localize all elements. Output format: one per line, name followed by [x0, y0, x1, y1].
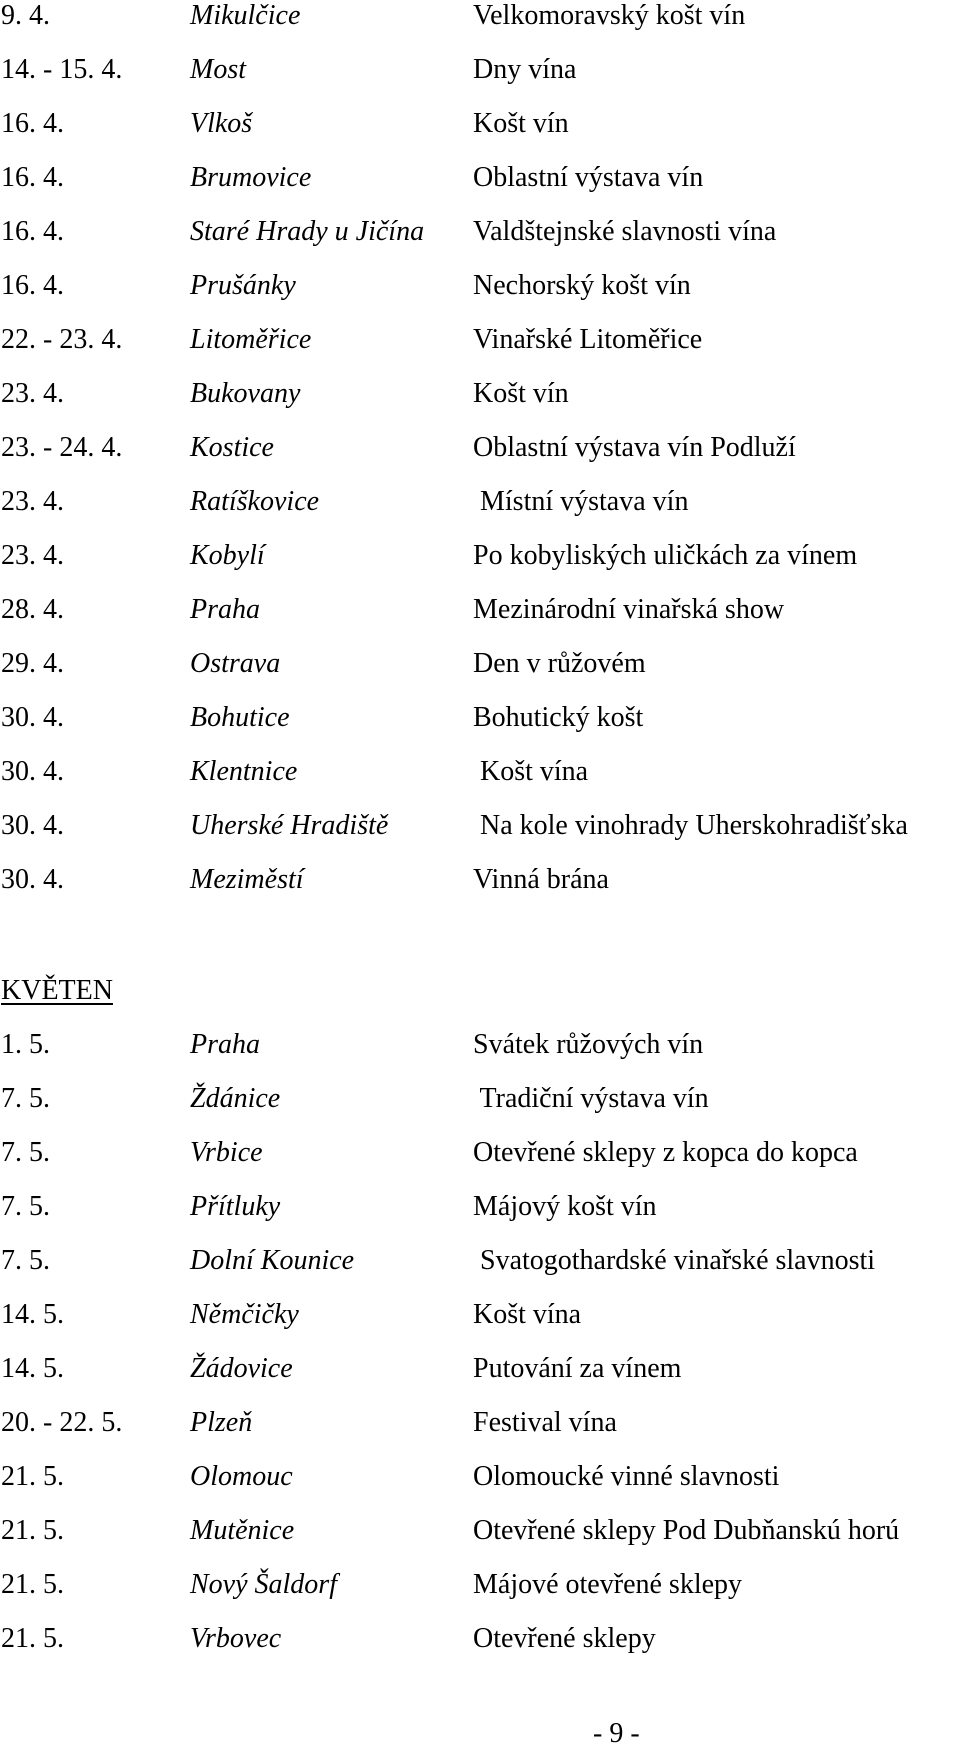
event-place: Praha	[190, 1029, 260, 1060]
event-row	[0, 648, 960, 688]
event-place: Bukovany	[190, 378, 301, 409]
event-date: 23. - 24. 4.	[1, 432, 123, 463]
event-date: 14. 5.	[1, 1299, 64, 1330]
month-heading-may: KVĚTEN	[1, 975, 113, 1006]
event-row	[0, 810, 960, 850]
event-row	[0, 108, 960, 148]
event-date: 16. 4.	[1, 216, 64, 247]
event-row	[0, 1083, 960, 1123]
event-row	[0, 432, 960, 472]
event-row	[0, 864, 960, 904]
event-date: 20. - 22. 5.	[1, 1407, 123, 1438]
event-date: 21. 5.	[1, 1623, 64, 1654]
event-title: Na kole vinohrady Uherskohradišťska	[473, 810, 908, 841]
event-place: Uherské Hradiště	[190, 810, 389, 841]
event-title: Den v růžovém	[473, 648, 646, 679]
event-place: Žádovice	[190, 1353, 293, 1384]
event-date: 16. 4.	[1, 162, 64, 193]
event-title: Nechorský košt vín	[473, 270, 691, 301]
event-row	[0, 216, 960, 256]
event-place: Přítluky	[190, 1191, 281, 1222]
event-row	[0, 162, 960, 202]
event-place: Brumovice	[190, 162, 312, 193]
event-date: 7. 5.	[1, 1083, 50, 1114]
event-title: Svátek růžových vín	[473, 1029, 704, 1060]
event-title: Otevřené sklepy z kopca do kopca	[473, 1137, 858, 1168]
event-title: Tradiční výstava vín	[473, 1083, 709, 1114]
event-date: 7. 5.	[1, 1245, 50, 1276]
event-place: Mikulčice	[190, 0, 301, 31]
event-title: Májové otevřené sklepy	[473, 1569, 743, 1600]
event-title: Dny vína	[473, 54, 577, 85]
event-date: 16. 4.	[1, 270, 64, 301]
event-place: Klentnice	[190, 756, 298, 787]
event-title: Putování za vínem	[473, 1353, 682, 1384]
event-title: Velkomoravský košt vín	[473, 0, 746, 31]
event-row	[0, 594, 960, 634]
event-title: Valdštejnské slavnosti vína	[473, 216, 777, 247]
event-place: Plzeň	[190, 1407, 253, 1438]
event-date: 16. 4.	[1, 108, 64, 139]
event-place: Prušánky	[190, 270, 296, 301]
event-place: Kostice	[190, 432, 274, 463]
event-title: Mezinárodní vinařská show	[473, 594, 785, 625]
event-place: Ždánice	[190, 1083, 281, 1114]
event-place: Nový Šaldorf	[190, 1569, 337, 1600]
event-row	[0, 1515, 960, 1555]
event-title: Svatogothardské vinařské slavnosti	[473, 1245, 876, 1276]
event-date: 21. 5.	[1, 1515, 64, 1546]
event-place: Mutěnice	[190, 1515, 295, 1546]
event-place: Litoměřice	[190, 324, 312, 355]
event-row	[0, 702, 960, 742]
event-title: Festival vína	[473, 1407, 617, 1438]
event-date: 14. 5.	[1, 1353, 64, 1384]
event-date: 22. - 23. 4.	[1, 324, 123, 355]
event-row	[0, 1029, 960, 1069]
event-title: Olomoucké vinné slavnosti	[473, 1461, 780, 1492]
event-title: Otevřené sklepy	[473, 1623, 656, 1654]
event-title: Místní výstava vín	[473, 486, 689, 517]
event-title: Oblastní výstava vín Podluží	[473, 432, 796, 463]
event-row	[0, 1407, 960, 1447]
event-place: Němčičky	[190, 1299, 299, 1330]
event-title: Bohutický košt	[473, 702, 644, 733]
event-place: Olomouc	[190, 1461, 293, 1492]
event-row	[0, 1299, 960, 1339]
event-title: Košt vín	[473, 378, 569, 409]
event-title: Po kobyliských uličkách za vínem	[473, 540, 858, 571]
event-row	[0, 1353, 960, 1393]
event-row	[0, 1569, 960, 1609]
event-row	[0, 378, 960, 418]
event-date: 23. 4.	[1, 540, 64, 571]
event-row	[0, 270, 960, 310]
event-row	[0, 486, 960, 526]
event-place: Praha	[190, 594, 260, 625]
event-date: 30. 4.	[1, 864, 64, 895]
event-row	[0, 1461, 960, 1501]
event-title: Oblastní výstava vín	[473, 162, 704, 193]
event-date: 9. 4.	[1, 0, 50, 31]
event-date: 30. 4.	[1, 702, 64, 733]
page-number: - 9 -	[593, 1718, 640, 1749]
event-place: Ostrava	[190, 648, 281, 679]
event-date: 14. - 15. 4.	[1, 54, 123, 85]
event-title: Košt vína	[473, 756, 589, 787]
event-date: 30. 4.	[1, 810, 64, 841]
event-date: 28. 4.	[1, 594, 64, 625]
event-place: Vrbovec	[190, 1623, 282, 1654]
event-place: Dolní Kounice	[190, 1245, 355, 1276]
event-row	[0, 1137, 960, 1177]
event-date: 21. 5.	[1, 1569, 64, 1600]
event-title: Košt vín	[473, 108, 569, 139]
event-place: Meziměstí	[190, 864, 304, 895]
event-place: Vrbice	[190, 1137, 263, 1168]
event-place: Ratíškovice	[190, 486, 320, 517]
event-title: Májový košt vín	[473, 1191, 657, 1222]
event-date: 7. 5.	[1, 1191, 50, 1222]
event-title: Otevřené sklepy Pod Dubňanskú horú	[473, 1515, 900, 1546]
event-date: 1. 5.	[1, 1029, 50, 1060]
event-place: Vlkoš	[190, 108, 253, 139]
event-date: 7. 5.	[1, 1137, 50, 1168]
event-row	[0, 0, 960, 40]
event-row	[0, 54, 960, 94]
event-row	[0, 1245, 960, 1285]
event-place: Staré Hrady u Jičína	[190, 216, 425, 247]
event-place: Kobylí	[190, 540, 265, 571]
event-place: Bohutice	[190, 702, 290, 733]
event-date: 21. 5.	[1, 1461, 64, 1492]
event-row	[0, 540, 960, 580]
event-place: Most	[190, 54, 246, 85]
event-row	[0, 324, 960, 364]
event-title: Vinařské Litoměřice	[473, 324, 703, 355]
event-date: 29. 4.	[1, 648, 64, 679]
event-title: Košt vína	[473, 1299, 582, 1330]
event-row	[0, 756, 960, 796]
event-date: 30. 4.	[1, 756, 64, 787]
event-date: 23. 4.	[1, 378, 64, 409]
event-title: Vinná brána	[473, 864, 609, 895]
event-row	[0, 1191, 960, 1231]
event-date: 23. 4.	[1, 486, 64, 517]
event-row	[0, 1623, 960, 1663]
